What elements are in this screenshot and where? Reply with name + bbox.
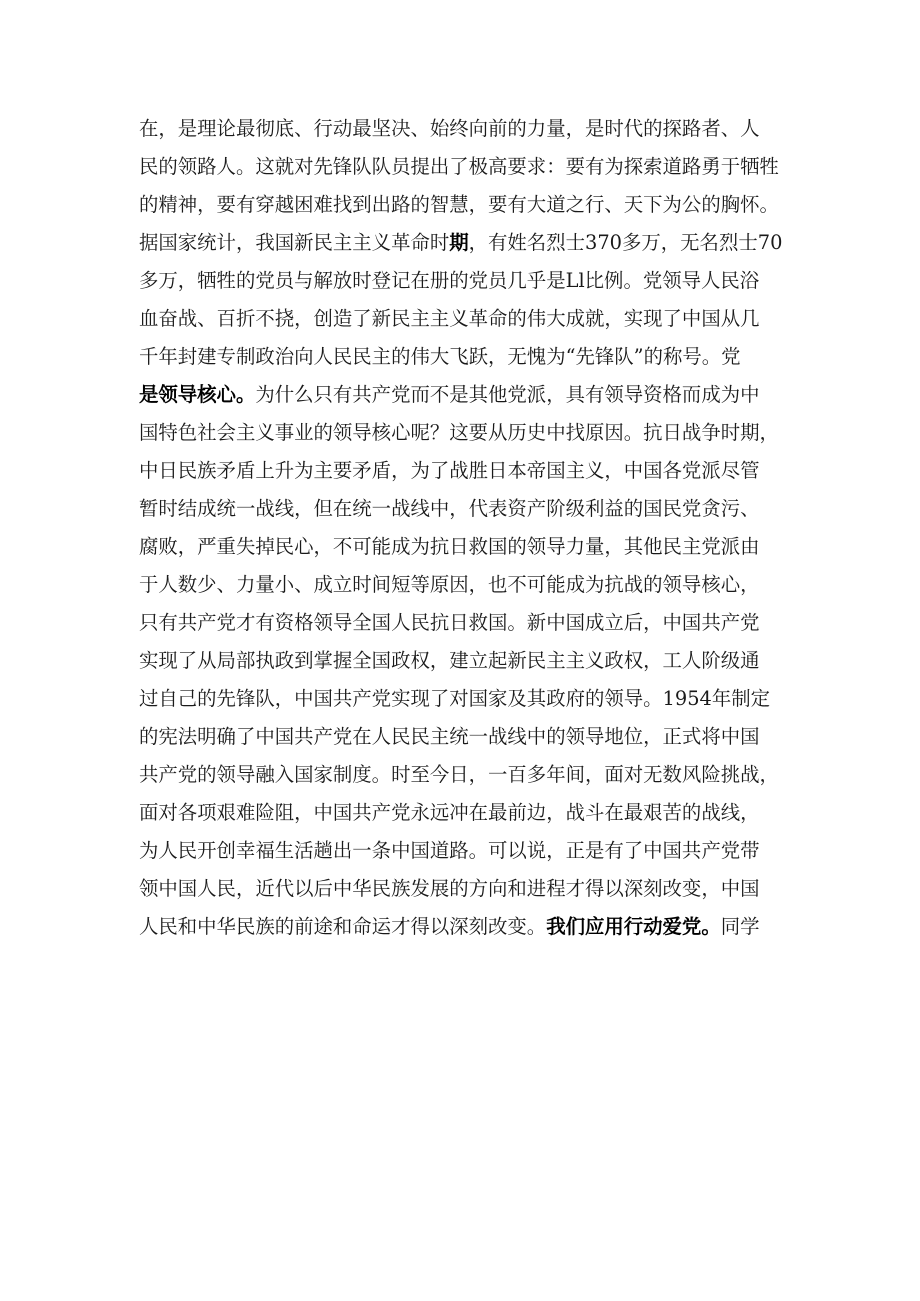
text-segment: ，有姓名烈士370多万，无名烈士70 [468,231,783,254]
text-line [139,642,799,680]
text-segment: 的宪法明确了中国共产党在人民民主统一战线中的领导地位，正式将中国 [139,725,760,748]
text-line [139,680,799,718]
text-line [139,338,799,376]
text-segment: 国特色社会主义事业的领导核心呢？这要从历史中找原因。抗日战争时期， [139,421,779,444]
text-line [139,908,799,946]
text-line [139,414,799,452]
text-line [139,376,799,414]
bold-text-segment: 期 [449,231,469,254]
text-segment: 腐败，严重失掉民心，不可能成为抗日救国的领导力量，其他民主党派由 [139,535,760,558]
text-segment: 暂时结成统一战线，但在统一战线中，代表资产阶级利益的国民党贪污、 [139,497,760,520]
text-line [139,604,799,642]
bold-text-segment: 是领导核心。 [139,383,256,406]
text-segment: 多万，牺牲的党员与解放时登记在册的党员几乎是Ll比例。党领导人民浴 [139,269,760,292]
text-segment: 据国家统计，我国新民主主义革命时 [139,231,450,254]
text-line [139,756,799,794]
text-segment: 千年封建专制政治向人民民主的伟大飞跃，无愧为“先锋队”的称号。党 [139,345,741,368]
text-segment: 人民和中华民族的前途和命运才得以深刻改变。 [139,915,547,938]
text-line [139,832,799,870]
bold-text-segment: 我们应用行动爱党。 [546,915,721,938]
text-line [139,718,799,756]
text-segment: 共产党的领导融入国家制度。时至今日，一百多年间，面对无数风险挑战， [139,763,779,786]
text-line [139,186,799,224]
text-line [139,262,799,300]
text-line [139,490,799,528]
text-segment: 为人民开创幸福生活趟出一条中国道路。可以说，正是有了中国共产党带 [139,839,760,862]
text-line [139,870,799,908]
text-segment: 实现了从局部执政到掌握全国政权，建立起新民主主义政权，工人阶级通 [139,649,760,672]
text-segment: 面对各项艰难险阻，中国共产党永远冲在最前边，战斗在最艰苦的战线， [139,801,760,824]
text-segment: 同学 [720,915,760,938]
text-segment: 领中国人民，近代以后中华民族发展的方向和进程才得以深刻改变，中国 [139,877,760,900]
text-segment: 中日民族矛盾上升为主要矛盾，为了战胜日本帝国主义，中国各党派尽管 [139,459,760,482]
text-line [139,300,799,338]
text-line [139,224,799,262]
text-segment: 血奋战、百折不挠，创造了新民主主义革命的伟大成就，实现了中国从几 [139,307,760,330]
text-line [139,148,799,186]
text-segment: 民的领路人。这就对先锋队队员提出了极高要求：要有为探索道路勇于牺牲 [139,155,779,178]
text-line [139,566,799,604]
text-line [139,528,799,566]
text-line [139,794,799,832]
text-segment: 在，是理论最彻底、行动最坚决、始终向前的力量，是时代的探路者、人 [139,117,760,140]
text-line [139,452,799,490]
body-text [139,110,799,946]
text-segment: 过自己的先锋队，中国共产党实现了对国家及其政府的领导。1954年制定 [139,687,771,710]
text-segment: 的精神，要有穿越困难找到出路的智慧，要有大道之行、天下为公的胸怀。 [139,193,779,216]
text-segment: 于人数少、力量小、成立时间短等原因，也不可能成为抗战的领导核心， [139,573,760,596]
text-segment: 只有共产党才有资格领导全国人民抗日救国。新中国成立后，中国共产党 [139,611,760,634]
text-segment: 为什么只有共产党而不是其他党派，具有领导资格而成为中 [255,383,760,406]
text-line [139,110,799,148]
